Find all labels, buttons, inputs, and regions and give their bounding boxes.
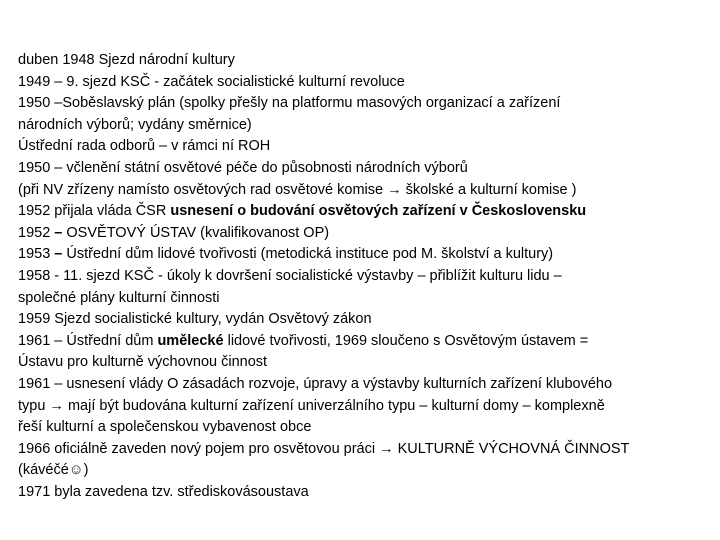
text-line: Ústavu pro kulturně výchovnou činnost: [18, 354, 268, 371]
text-line: (kávéčé☺): [18, 462, 89, 479]
bold-text-run: –: [54, 224, 63, 241]
text-line: [18, 331, 708, 353]
text-line: typu → mají být budována kulturní zařízení univerzálního typu – kulturní domy – komplexně: [18, 397, 605, 414]
text-run: OSVĚTOVÝ ÚSTAV (kvalifikovanost OP): [62, 224, 330, 241]
text-run: 1952: [18, 224, 55, 241]
text-line: Ústřední rada odborů – v rámci ní ROH: [18, 138, 271, 155]
text-line: 1950 – včlenění státní osvětové péče do působnosti národních výborů: [18, 159, 468, 176]
text-line: 1966 oficiálně zaveden nový pojem pro osvětovou práci → KULTURNĚ VÝCHOVNÁ ČINNOST: [18, 440, 630, 457]
text-line: řeší kulturní a společenskou vybavenost obce: [18, 419, 312, 436]
text-run: 1952 přijala vláda ČSR: [18, 203, 171, 220]
text-line: 1971 byla zavedena tzv. střediskovásoustava: [18, 483, 309, 500]
document-body: [18, 50, 708, 503]
text-line: 1949 – 9. sjezd KSČ - začátek socialistické kulturní revoluce: [18, 73, 405, 90]
bold-text-run: –: [54, 246, 63, 263]
text-line: národních výborů; vydány směrnice): [18, 116, 252, 133]
text-line: 1950 –Soběslavský plán (spolky přešly na platformu masových organizací a zařízení: [18, 95, 561, 112]
text-run: 1961 – Ústřední dům: [18, 332, 158, 349]
bold-text-run: umělecké: [157, 332, 224, 349]
text-run: Ústřední dům lidové tvořivosti (metodická instituce pod M. školství a kultury): [62, 246, 554, 263]
text-line: 1959 Sjezd socialistické kultury, vydán Osvětový zákon: [18, 311, 372, 328]
text-line: (při NV zřízeny namísto osvětových rad osvětové komise → školské a kulturní komise ): [18, 181, 577, 198]
text-line: [18, 223, 708, 245]
text-run: lidové tvořivosti, 1969 sloučeno s Osvětovým ústavem =: [223, 332, 589, 349]
text-line: [18, 244, 708, 266]
text-run: 1953: [18, 246, 55, 263]
text-line: společné plány kulturní činnosti: [18, 289, 220, 306]
bold-text-run: usnesení o budování osvětových zařízení v Československu: [170, 203, 587, 220]
text-line: 1958 - 11. sjezd KSČ - úkoly k dovršení socialistické výstavby – přiblížit kulturu lidu –: [18, 267, 562, 284]
text-line: duben 1948 Sjezd národní kultury: [18, 52, 235, 68]
text-line: 1961 – usnesení vlády O zásadách rozvoje, úpravy a výstavby kulturních zařízení klubového: [18, 375, 613, 392]
text-line: [18, 201, 708, 223]
